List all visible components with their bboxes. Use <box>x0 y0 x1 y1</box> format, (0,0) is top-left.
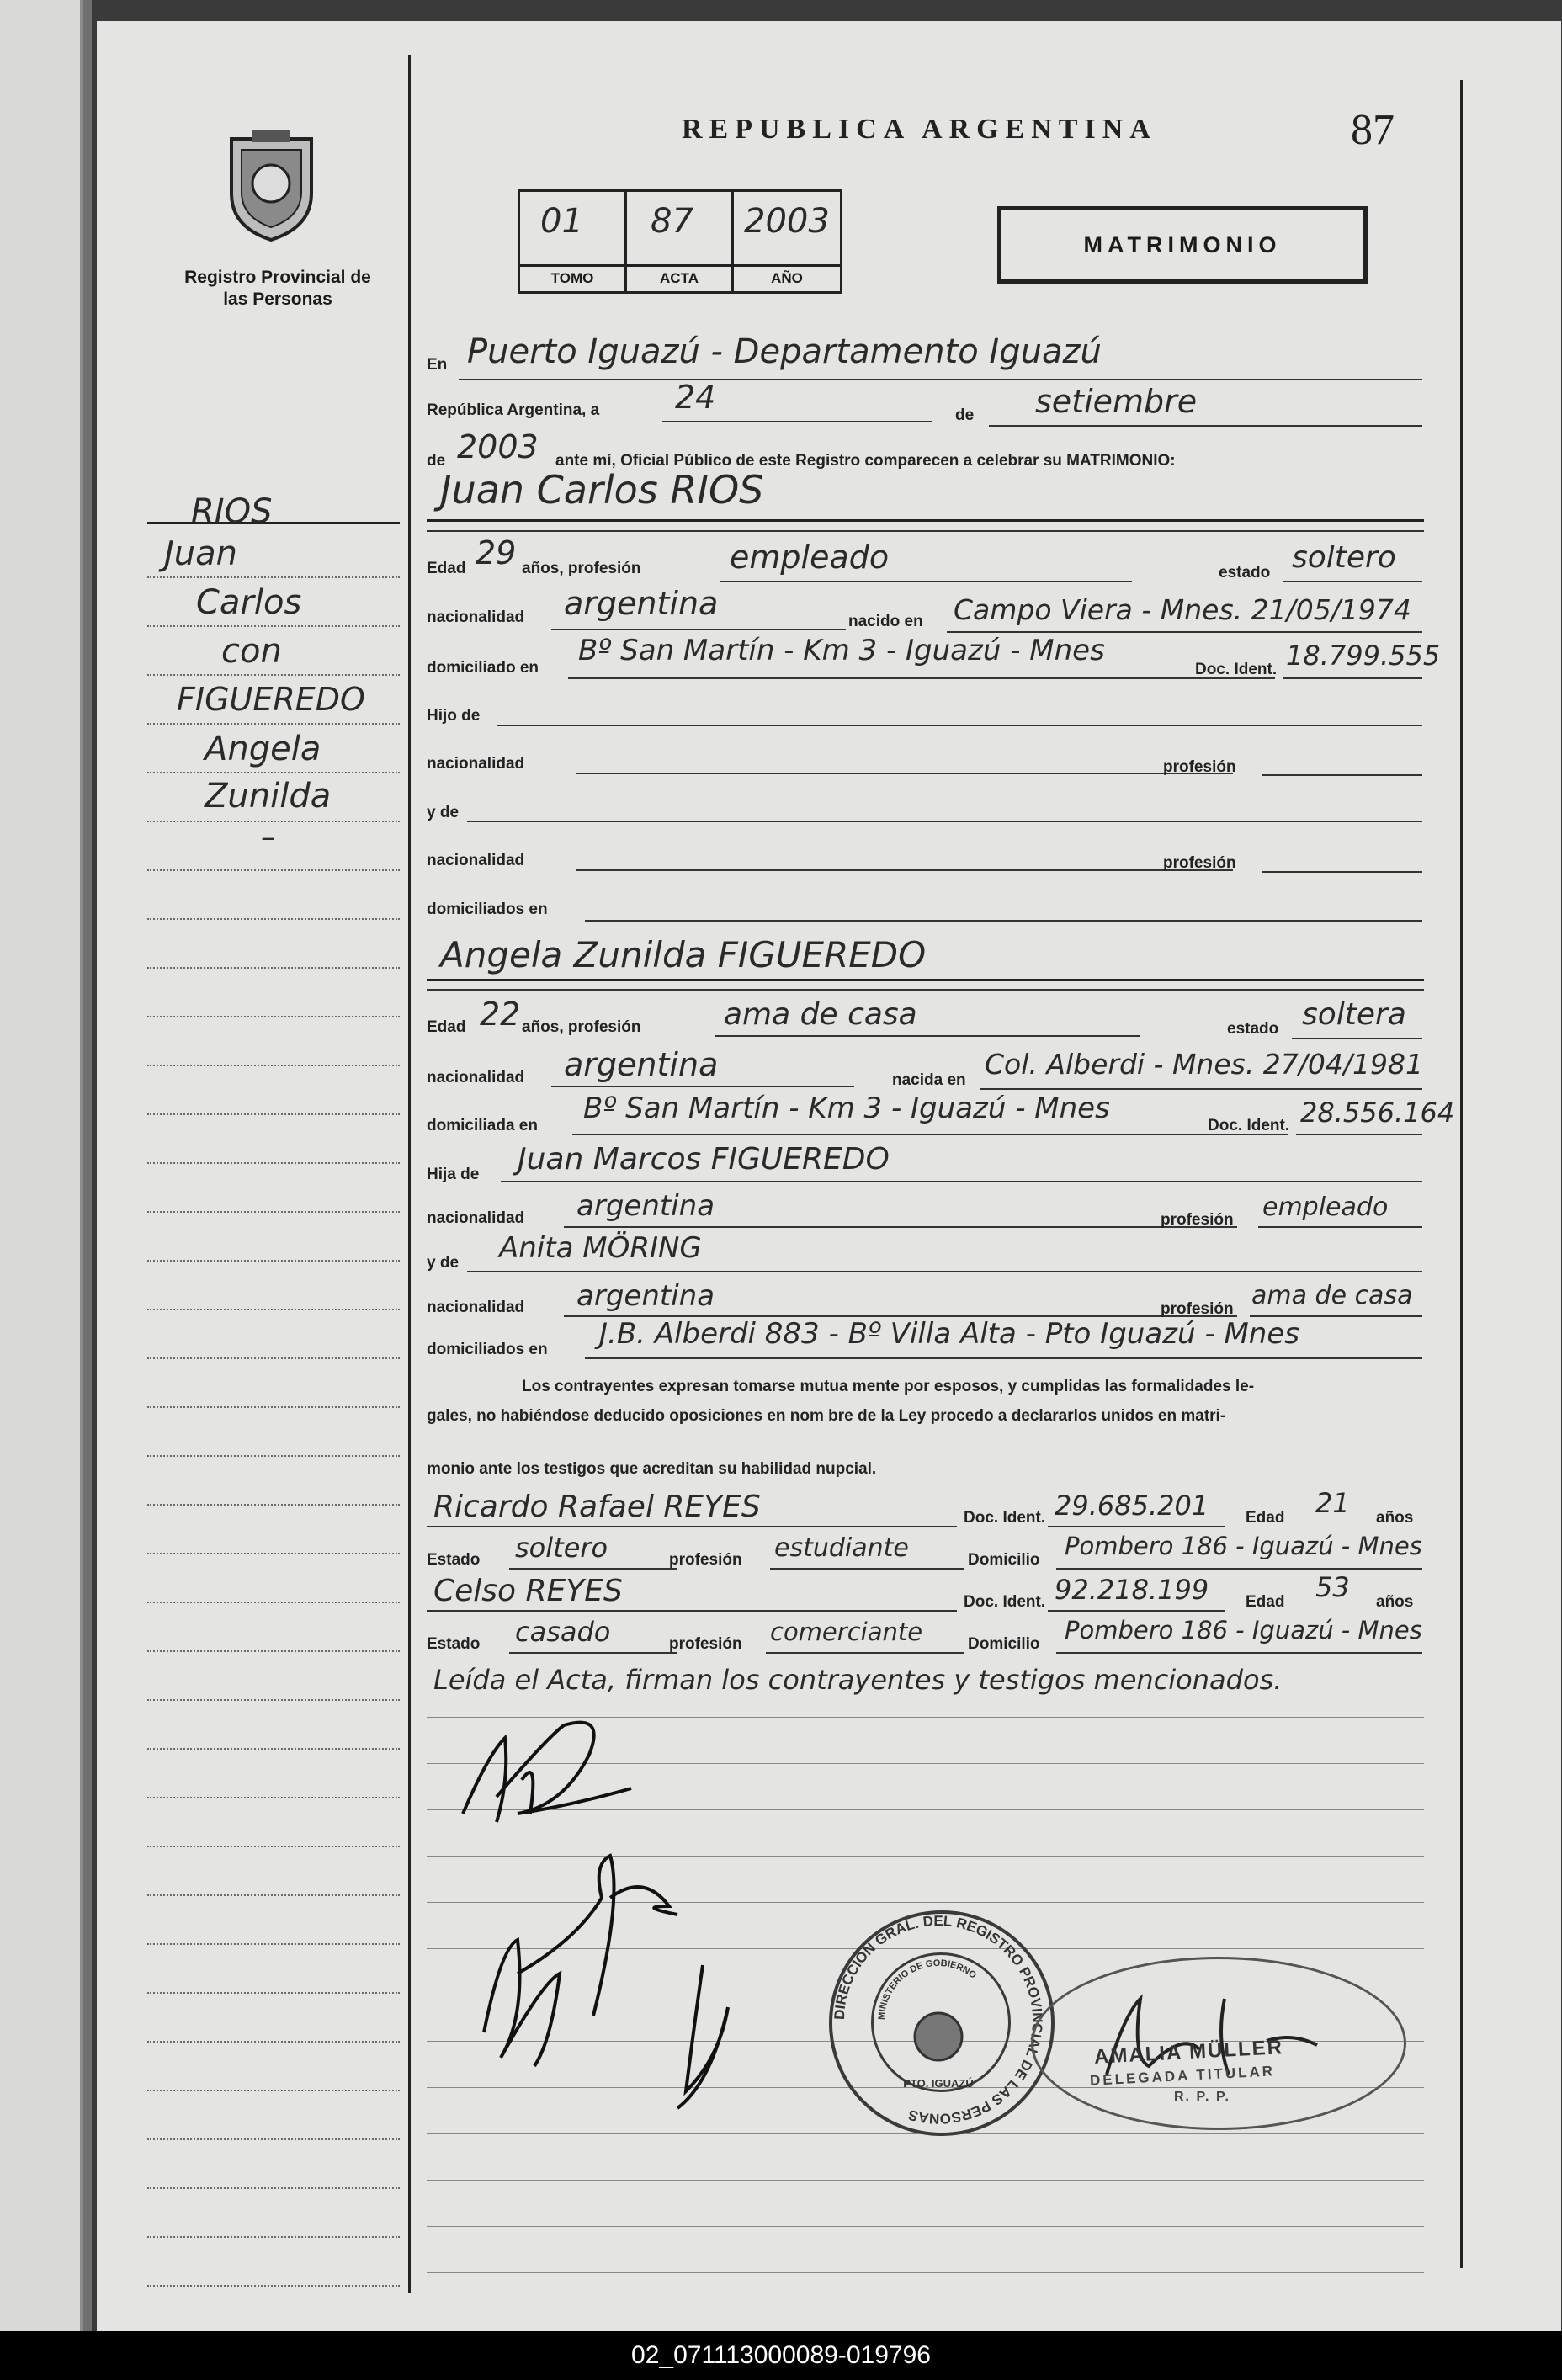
witness2-profession: comerciante <box>770 1618 923 1646</box>
margin-rule <box>147 1894 400 1896</box>
margin-rule <box>147 1699 400 1701</box>
record-id-box <box>518 189 842 294</box>
margin-rule <box>147 2041 400 2043</box>
groom-address: Bº San Martín - Km 3 - Iguazú - Mnes <box>578 634 1105 667</box>
witness1-dom-label: Domicilio <box>968 1551 1040 1569</box>
witness1-doc-label: Doc. Ident. <box>964 1509 1046 1527</box>
doc-type-box: MATRIMONIO <box>997 206 1368 284</box>
margin-line-juan: Juan <box>164 534 238 573</box>
bride-father-prof: empleado <box>1262 1193 1389 1222</box>
acta-label: ACTA <box>627 264 731 287</box>
margin-rule <box>147 1162 400 1164</box>
witness2-estado: casado <box>515 1616 611 1648</box>
document-page <box>97 21 1561 2331</box>
bride-nacida-label: nacida en <box>892 1071 966 1089</box>
witness1-address: Pombero 186 - Iguazú - Mnes <box>1065 1532 1422 1560</box>
margin-line-con: con <box>221 632 282 671</box>
margin-rule <box>147 674 400 676</box>
margin-rule <box>147 1992 400 1994</box>
witness1-prof-label: profesión <box>669 1551 742 1569</box>
margin-rule <box>147 1748 400 1750</box>
bride-profession: ama de casa <box>724 997 917 1032</box>
witness1-edad-label: Edad <box>1246 1509 1285 1527</box>
groom-nationality: argentina <box>564 585 719 622</box>
bride-anios-label: años, profesión <box>522 1018 641 1036</box>
witness2-anios-label: años <box>1376 1593 1414 1611</box>
groom-edad-label: Edad <box>427 560 466 577</box>
margin-line-zunilda: Zunilda <box>205 777 332 815</box>
margin-rule <box>147 1357 400 1359</box>
declaration-line-2: gales, no habiéndose deducido oposiciones en nom bre de la Ley procedo a declararlos unidos en matri- <box>427 1407 1226 1425</box>
groom-doms-label: domiciliados en <box>427 900 548 918</box>
stamp-ring-text: DIRECCIÓN GRAL. DEL REGISTRO PROVINCIAL DE LAS PERSONAS <box>831 1912 1046 2128</box>
acta-value: 87 <box>651 202 693 241</box>
de2-label: de <box>427 452 446 470</box>
margin-rule <box>147 967 400 969</box>
official-sub: R. P. P. <box>1174 2090 1230 2104</box>
bride-hija-label: Hija de <box>427 1166 480 1183</box>
bride-prof2-label: profesión <box>1161 1211 1234 1229</box>
groom-age: 29 <box>476 534 517 571</box>
place-value: Puerto Iguazú - Departamento Iguazú <box>467 332 1102 371</box>
margin-line-carlos: Carlos <box>196 583 302 622</box>
bride-doc-label: Doc. Ident. <box>1208 1117 1290 1134</box>
bride-nac3-label: nacionalidad <box>427 1299 525 1316</box>
signature-rule <box>427 2272 1424 2273</box>
de-label: de <box>955 406 975 424</box>
bride-mother: Anita MÖRING <box>499 1231 702 1265</box>
margin-line-angela: Angela <box>205 730 321 768</box>
bride-mother-prof: ama de casa <box>1251 1281 1413 1310</box>
margin-rule <box>147 1553 400 1554</box>
margin-rule <box>147 1406 400 1408</box>
witness1-profession: estudiante <box>774 1533 909 1563</box>
margin-rule <box>147 1797 400 1798</box>
groom-anios-label: años, profesión <box>522 560 641 577</box>
tomo-value: 01 <box>540 202 583 241</box>
groom-nac3-label: nacionalidad <box>427 852 525 869</box>
groom-profession: empleado <box>730 539 890 576</box>
witness1-estado: soltero <box>515 1532 608 1564</box>
bride-edad-label: Edad <box>427 1018 466 1036</box>
margin-line-figueredo: FIGUEREDO <box>177 681 365 718</box>
margin-rule <box>147 1943 400 1945</box>
witness2-name: Celso REYES <box>433 1574 623 1608</box>
witness2-age: 53 <box>1315 1571 1350 1603</box>
bride-nationality: argentina <box>564 1046 719 1083</box>
bride-age: 22 <box>480 996 521 1033</box>
margin-rule <box>147 1504 400 1506</box>
year-value: 2003 <box>457 428 539 465</box>
bride-yde-label: y de <box>427 1254 460 1272</box>
margin-rule <box>147 2285 400 2287</box>
registry-label: Registro Provincial de las Personas <box>184 268 371 309</box>
closing-text: Leída el Acta, firman los contrayentes y testigos mencionados. <box>433 1664 1283 1696</box>
groom-doc-label: Doc. Ident. <box>1195 661 1278 678</box>
groom-birth: Campo Viera - Mnes. 21/05/1974 <box>954 593 1411 626</box>
republica-label: República Argentina, a <box>427 401 600 419</box>
bride-father: Juan Marcos FIGUEREDO <box>518 1142 890 1177</box>
groom-estado-label: estado <box>1219 564 1271 582</box>
witness2-doc: 92.218.199 <box>1055 1574 1209 1606</box>
official-name: AMALIA MÜLLER <box>1093 2036 1284 2069</box>
bride-doc: 28.556.164 <box>1300 1097 1455 1129</box>
margin-rule <box>147 1211 400 1213</box>
witness1-age: 21 <box>1315 1487 1350 1519</box>
margin-rule <box>147 2138 400 2140</box>
groom-dom-label: domiciliado en <box>427 659 539 677</box>
witness2-doc-label: Doc. Ident. <box>964 1593 1046 1611</box>
margin-top-line <box>147 522 400 524</box>
intro-text: ante mí, Oficial Público de este Registro comparecen a celebrar su MATRIMONIO: <box>555 452 1176 470</box>
margin-rule <box>147 1016 400 1017</box>
declaration-line-3: monio ante los testigos que acreditan su habilidad nupcial. <box>427 1460 877 1478</box>
groom-nac-label: nacionalidad <box>427 608 525 626</box>
groom-signature-icon <box>438 1704 648 1839</box>
margin-rule <box>147 772 400 773</box>
witness1-anios-label: años <box>1376 1509 1414 1527</box>
signature-rule <box>427 2226 1424 2227</box>
page-number: 87 <box>1351 106 1395 154</box>
margin-rule <box>147 1455 400 1457</box>
margin-rule <box>147 1309 400 1310</box>
groom-yde-label: y de <box>427 804 460 821</box>
stamp-inner-text: MINISTERIO DE GOBIERNO <box>876 1958 979 2021</box>
tomo-label: TOMO <box>520 264 624 287</box>
bride-doms-label: domiciliados en <box>427 1341 548 1358</box>
anio-value: 2003 <box>744 202 830 241</box>
bride-estado-label: estado <box>1227 1020 1279 1038</box>
official-title: DELEGADA TITULAR <box>1089 2063 1276 2089</box>
margin-rule <box>147 821 400 822</box>
bride-parents-address: J.B. Alberdi 883 - Bº Villa Alta - Pto Iguazú - Mnes <box>599 1317 1299 1351</box>
bride-father-nat: argentina <box>576 1189 715 1223</box>
groom-prof2-label: profesión <box>1163 758 1236 776</box>
bride-dom-label: domiciliada en <box>427 1117 538 1134</box>
margin-rule <box>147 1650 400 1652</box>
signature-rule <box>427 2180 1424 2181</box>
right-border <box>1460 80 1463 2268</box>
margin-rule <box>147 918 400 920</box>
footer-code: 02_071113000089-019796 <box>0 2331 1562 2380</box>
margin-rule <box>147 576 400 578</box>
margin-rule <box>147 1065 400 1066</box>
margin-rule <box>147 1846 400 1847</box>
margin-rule <box>147 625 400 627</box>
stamp-city: PTO. IGUAZÚ <box>903 2077 974 2090</box>
witness1-estado-label: Estado <box>427 1551 481 1569</box>
witness-signature-icon <box>652 1957 753 2125</box>
bride-mother-nat: argentina <box>576 1279 715 1313</box>
groom-prof3-label: profesión <box>1163 854 1236 872</box>
en-label: En <box>427 356 448 374</box>
bride-nac2-label: nacionalidad <box>427 1209 525 1227</box>
day-value: 24 <box>675 379 716 416</box>
margin-rule <box>147 1113 400 1115</box>
bride-birth: Col. Alberdi - Mnes. 27/04/1981 <box>985 1048 1424 1081</box>
margin-divider <box>408 55 411 2293</box>
groom-hijo-label: Hijo de <box>427 707 481 725</box>
witness2-address: Pombero 186 - Iguazú - Mnes <box>1065 1616 1422 1644</box>
groom-doc: 18.799.555 <box>1286 640 1441 672</box>
bride-prof3-label: profesión <box>1161 1300 1234 1318</box>
margin-rule <box>147 2090 400 2091</box>
registry-seal-icon <box>223 126 320 244</box>
declaration-line-1: Los contrayentes expresan tomarse mutua mente por esposos, y cumplidas las formalidades le- <box>522 1378 1255 1395</box>
witness2-estado-label: Estado <box>427 1635 481 1653</box>
margin-surname: RIOS <box>191 492 273 531</box>
groom-name: Juan Carlos RIOS <box>440 467 764 513</box>
witness2-dom-label: Domicilio <box>968 1635 1040 1653</box>
bride-name: Angela Zunilda FIGUEREDO <box>440 934 927 975</box>
groom-estado: soltero <box>1292 540 1396 575</box>
margin-line-dash: – <box>261 821 275 854</box>
witness2-edad-label: Edad <box>1246 1593 1285 1611</box>
groom-nac2-label: nacionalidad <box>427 755 525 773</box>
margin-rule <box>147 1260 400 1262</box>
country-header: REPUBLICA ARGENTINA <box>682 114 1157 145</box>
margin-rule <box>147 869 400 871</box>
anio-label: AÑO <box>734 264 840 287</box>
bride-estado: soltera <box>1302 997 1406 1032</box>
margin-rule <box>147 2236 400 2238</box>
witness1-name: Ricardo Rafael REYES <box>433 1490 761 1524</box>
groom-nacido-label: nacido en <box>848 613 923 630</box>
witness2-prof-label: profesión <box>669 1635 742 1653</box>
witness1-doc: 29.685.201 <box>1055 1490 1209 1522</box>
bride-address: Bº San Martín - Km 3 - Iguazú - Mnes <box>583 1092 1110 1125</box>
month-value: setiembre <box>1035 383 1198 420</box>
margin-rule <box>147 2187 400 2189</box>
margin-rule <box>147 723 400 725</box>
book-binding <box>0 0 83 2331</box>
bride-nac-label: nacionalidad <box>427 1069 525 1086</box>
margin-rule <box>147 1602 400 1603</box>
